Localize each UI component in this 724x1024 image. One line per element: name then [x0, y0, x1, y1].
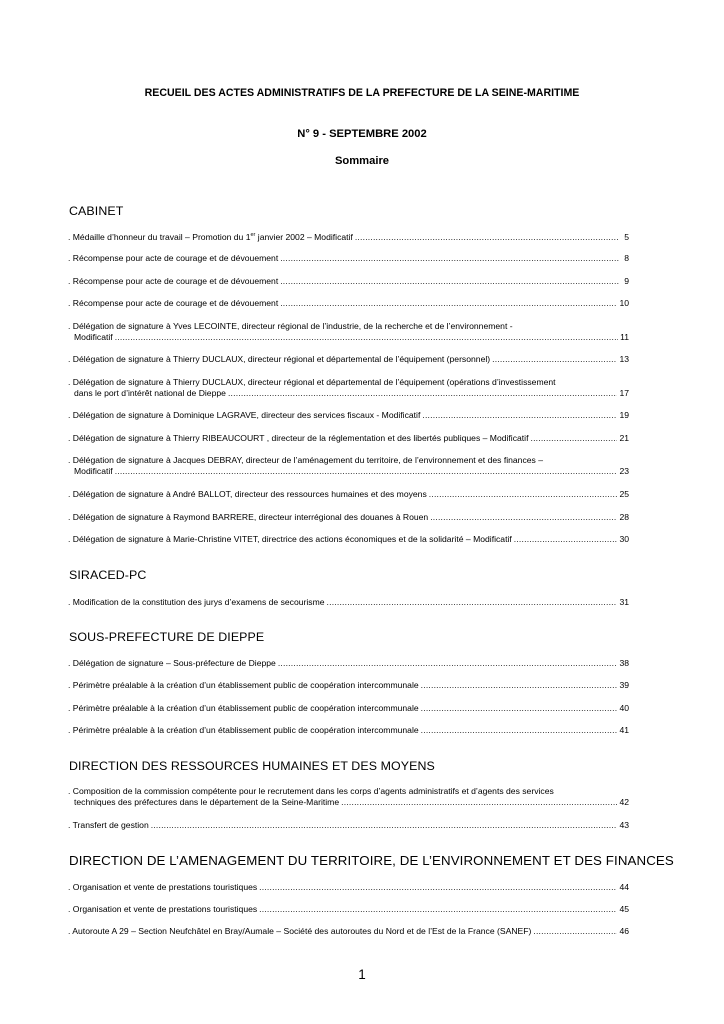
section-title-dieppe: SOUS-PREFECTURE DE DIEPPE: [69, 630, 265, 644]
toc-entry[interactable]: [68, 354, 629, 365]
toc-entry[interactable]: [68, 680, 629, 691]
entry-text: . Délégation de signature à Dominique LAGRAVE, directeur des services fiscaux - Modificatif: [68, 410, 421, 420]
entry-text: . Récompense pour acte de courage et de dévouement: [68, 253, 279, 263]
dot-leader: [421, 680, 618, 691]
entry-text: . Médaille d’honneur du travail – Promotion du 1er janvier 2002 – Modificatif: [68, 232, 353, 242]
toc-entry[interactable]: [68, 377, 629, 399]
dot-leader: [514, 534, 618, 545]
dot-leader: [355, 232, 619, 243]
toc-entry[interactable]: [68, 298, 629, 309]
entry-text: . Modification de la constitution des jurys d’examens de secourisme: [68, 597, 325, 607]
dot-leader: [341, 797, 617, 808]
page-ref: 9: [624, 276, 629, 286]
section-title-siraced: SIRACED-PC: [69, 568, 147, 582]
dot-leader: [530, 433, 617, 444]
entry-text: . Récompense pour acte de courage et de dévouement: [68, 276, 279, 286]
toc-entry[interactable]: [68, 820, 629, 831]
entry-text: Modificatif: [74, 466, 113, 476]
dot-leader: [422, 410, 617, 421]
dot-leader: [430, 512, 617, 523]
dot-leader: [429, 489, 618, 500]
page-ref: 40: [619, 703, 629, 713]
dot-leader: [280, 253, 619, 264]
dot-leader: [151, 820, 618, 831]
section-title-drhm: DIRECTION DES RESSOURCES HUMAINES ET DES MOYENS: [69, 759, 435, 773]
entry-text-line1: . Délégation de signature à Yves LECOINTE, directeur régional de l’industrie, de la recherche et de l’environnement -: [68, 321, 513, 331]
toc-entry[interactable]: [68, 534, 629, 545]
toc-entry[interactable]: [68, 725, 629, 736]
dot-leader: [533, 926, 617, 937]
page-ref: 31: [619, 597, 629, 607]
toc-entry[interactable]: [68, 926, 629, 937]
issue-number: N° 9 - SEPTEMBRE 2002: [297, 128, 427, 140]
entry-text: techniques des préfectures dans le département de la Seine-Maritime: [74, 797, 340, 807]
page-ref: 11: [620, 332, 629, 342]
toc-entry[interactable]: [68, 489, 629, 500]
page-ref: 5: [624, 232, 629, 242]
dot-leader: [278, 658, 618, 669]
entry-text: . Délégation de signature à Marie-Christine VITET, directrice des actions économiques et de la solidarité – Modificatif: [68, 534, 512, 544]
dot-leader: [259, 904, 617, 915]
toc-entry[interactable]: [68, 253, 629, 264]
page-ref: 25: [619, 489, 629, 499]
toc-entry[interactable]: [68, 276, 629, 287]
page-ref: 28: [619, 512, 629, 522]
section-title-datef: DIRECTION DE L’AMENAGEMENT DU TERRITOIRE, DE L’ENVIRONNEMENT ET DES FINANCES: [69, 853, 674, 868]
page-ref: 46: [619, 926, 629, 936]
toc-entry[interactable]: [68, 597, 629, 608]
page-ref: 42: [619, 797, 629, 807]
entry-text-line1: . Composition de la commission compétente pour le recrutement dans les corps d’agents administratifs et d’agents des services: [68, 786, 554, 796]
entry-text: dans le port d’intérêt national de Dieppe: [74, 388, 226, 398]
page-ref: 30: [619, 534, 629, 544]
dot-leader: [115, 332, 618, 343]
toc-entry[interactable]: [68, 455, 629, 477]
document-title: RECUEIL DES ACTES ADMINISTRATIFS DE LA PREFECTURE DE LA SEINE-MARITIME: [144, 87, 580, 99]
toc-entry[interactable]: [68, 512, 629, 523]
entry-text-line1: . Délégation de signature à Thierry DUCLAUX, directeur régional et départemental de l’équipement (opérations d’investissement: [68, 377, 556, 387]
dot-leader: [492, 354, 617, 365]
dot-leader: [228, 388, 618, 399]
dot-leader: [280, 276, 619, 287]
dot-leader: [421, 725, 618, 736]
entry-text: . Récompense pour acte de courage et de dévouement: [68, 298, 279, 308]
entry-text: . Délégation de signature – Sous-préfecture de Dieppe: [68, 658, 276, 668]
dot-leader: [259, 882, 617, 893]
page-ref: 45: [619, 904, 629, 914]
entry-text: . Autoroute A 29 – Section Neufchâtel en Bray/Aumale – Société des autoroutes du Nord et de l’Est de la France (SANEF): [68, 926, 532, 936]
entry-text: . Délégation de signature à Thierry RIBEAUCOURT , directeur de la réglementation et des libertés publiques – Modificatif: [68, 433, 529, 443]
entry-text: . Délégation de signature à Raymond BARRERE, directeur interrégional des douanes à Rouen: [68, 512, 429, 522]
page-ref: 39: [619, 680, 629, 690]
page-ref: 38: [619, 658, 629, 668]
toc-entry[interactable]: [68, 321, 629, 343]
entry-text: Modificatif: [74, 332, 113, 342]
toc-entry[interactable]: [68, 658, 629, 669]
entry-text: . Périmètre préalable à la création d’un établissement public de coopération intercommunale: [68, 703, 419, 713]
entry-text: . Délégation de signature à André BALLOT, directeur des ressources humaines et des moyens: [68, 489, 427, 499]
toc-entry[interactable]: [68, 703, 629, 714]
dot-leader: [280, 298, 617, 309]
page-ref: 21: [619, 433, 629, 443]
page-ref: 23: [619, 466, 629, 476]
section-title-cabinet: CABINET: [69, 204, 124, 218]
page-ref: 10: [619, 298, 629, 308]
entry-text: . Délégation de signature à Thierry DUCLAUX, directeur régional et départemental de l’équipement (personnel): [68, 354, 491, 364]
summary-heading: Sommaire: [334, 155, 390, 167]
toc-entry[interactable]: [68, 410, 629, 421]
page-ref: 41: [619, 725, 629, 735]
page-number: 1: [358, 967, 366, 982]
toc-entry[interactable]: [68, 433, 629, 444]
page-ref: 43: [619, 820, 629, 830]
toc-entry[interactable]: [68, 786, 629, 808]
page-ref: 13: [619, 354, 629, 364]
page-ref: 8: [624, 253, 629, 263]
entry-text: . Organisation et vente de prestations touristiques: [68, 882, 258, 892]
entry-text: . Organisation et vente de prestations touristiques: [68, 904, 258, 914]
toc-entry[interactable]: [68, 882, 629, 893]
dot-leader: [421, 703, 618, 714]
dot-leader: [327, 597, 618, 608]
page-ref: 19: [619, 410, 629, 420]
toc-entry[interactable]: [68, 904, 629, 915]
page-ref: 17: [619, 388, 629, 398]
entry-text: . Périmètre préalable à la création d’un établissement public de coopération intercommunale: [68, 725, 419, 735]
entry-text: . Périmètre préalable à la création d’un établissement public de coopération intercommunale: [68, 680, 419, 690]
entry-text: . Transfert de gestion: [68, 820, 149, 830]
toc-entry[interactable]: [68, 232, 629, 243]
entry-text-line1: . Délégation de signature à Jacques DEBRAY, directeur de l’aménagement du territoire, de l’environnement et des finances –: [68, 455, 544, 465]
dot-leader: [115, 466, 618, 477]
page-ref: 44: [619, 882, 629, 892]
